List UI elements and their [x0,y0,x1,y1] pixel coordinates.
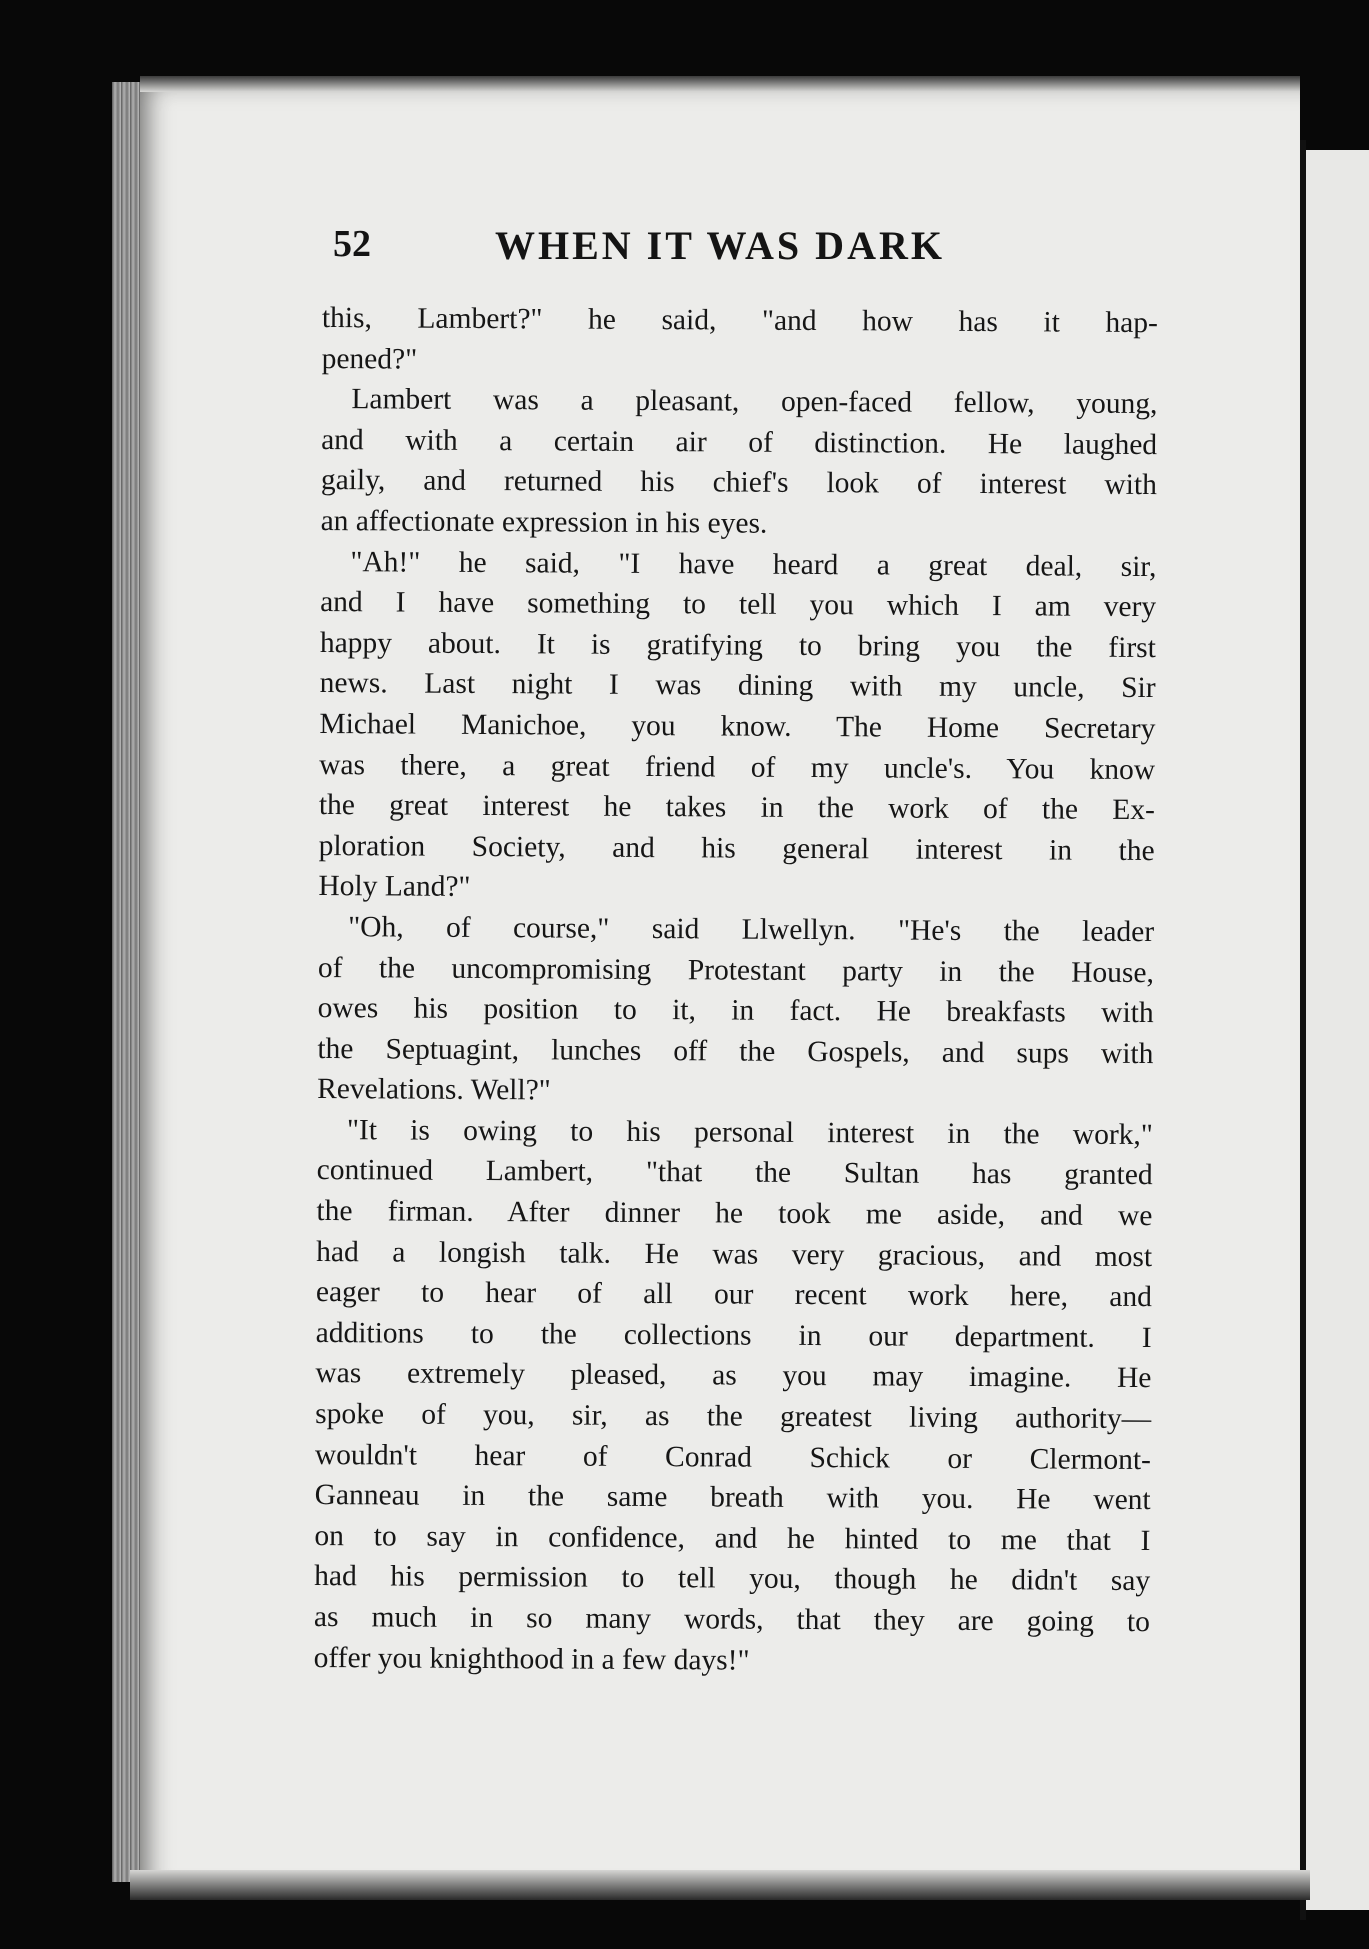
page-bottom-edge [130,1870,1310,1900]
page-top-edge [140,76,1300,92]
text-line: had his permission to tell you, though he didn't say [314,1560,1151,1598]
text-line: Holy Land?" [318,870,471,904]
text-line: wouldn't hear of Conrad Schick or Clermont- [314,1438,1152,1476]
text-line: "Oh, of course," said Llwellyn. "He's the leader [348,911,1155,949]
page-header [333,222,1053,282]
text-line: spoke of you, sir, as the greatest living authority— [315,1398,1152,1436]
text-line: offer you knighthood in a few days!" [313,1641,750,1677]
text-line: Lambert was a pleasant, open-faced fellow, young, [351,383,1158,421]
text-line: Michael Manichoe, you know. The Home Secretary [319,707,1156,746]
text-line: the firman. After dinner he took me aside, and we [316,1195,1153,1233]
text-line: was there, a great friend of my uncle's. You know [319,748,1156,786]
text-line: this, Lambert?" he said, "and how has it hap- [321,301,1158,340]
text-line: and I have something to tell you which I am very [320,586,1157,624]
running-title: WHEN IT WAS DARK [495,223,945,268]
text-line: "Ah!" he said, "I have heard a great deal, sir, [350,545,1157,583]
text-line: pened?" [321,342,418,376]
text-line: Revelations. Well?" [317,1073,551,1107]
text-line: the Septuagint, lunches off the Gospels, and sups with [317,1032,1154,1070]
facing-page-edge [1306,150,1369,1910]
text-line: as much in so many words, that they are going to [313,1600,1151,1639]
text-line: the great interest he takes in the work of the Ex- [318,789,1155,827]
text-line: of the uncompromising Protestant party in the House, [317,951,1154,989]
page-number: 52 [333,223,371,265]
text-line: was extremely pleased, as you may imagine. He [315,1357,1152,1395]
text-line: Ganneau in the same breath with you. He went [314,1479,1151,1517]
text-line: ploration Society, and his general interest in the [318,829,1155,867]
text-line: additions to the collections in our department. I [315,1316,1152,1354]
text-line: an affectionate expression in his eyes. [320,504,768,540]
text-line: gaily, and returned his chief's look of interest with [320,464,1157,502]
text-line: continued Lambert, "that the Sultan has granted [316,1154,1153,1192]
text-line: and with a certain air of distinction. He laughed [321,423,1158,461]
text-line: owes his position to it, in fact. He breakfasts with [317,992,1154,1030]
text-line: eager to hear of all our recent work here, and [315,1276,1153,1314]
text-line: had a longish talk. He was very gracious, and most [316,1235,1153,1273]
body-text [314,298,1158,1683]
text-line: "It is owing to his personal interest in the work," [346,1114,1154,1151]
text-line: on to say in confidence, and he hinted to me that I [314,1519,1151,1557]
text-line: news. Last night I was dining with my uncle, Sir [319,667,1156,705]
text-line: happy about. It is gratifying to bring you the first [319,626,1156,664]
